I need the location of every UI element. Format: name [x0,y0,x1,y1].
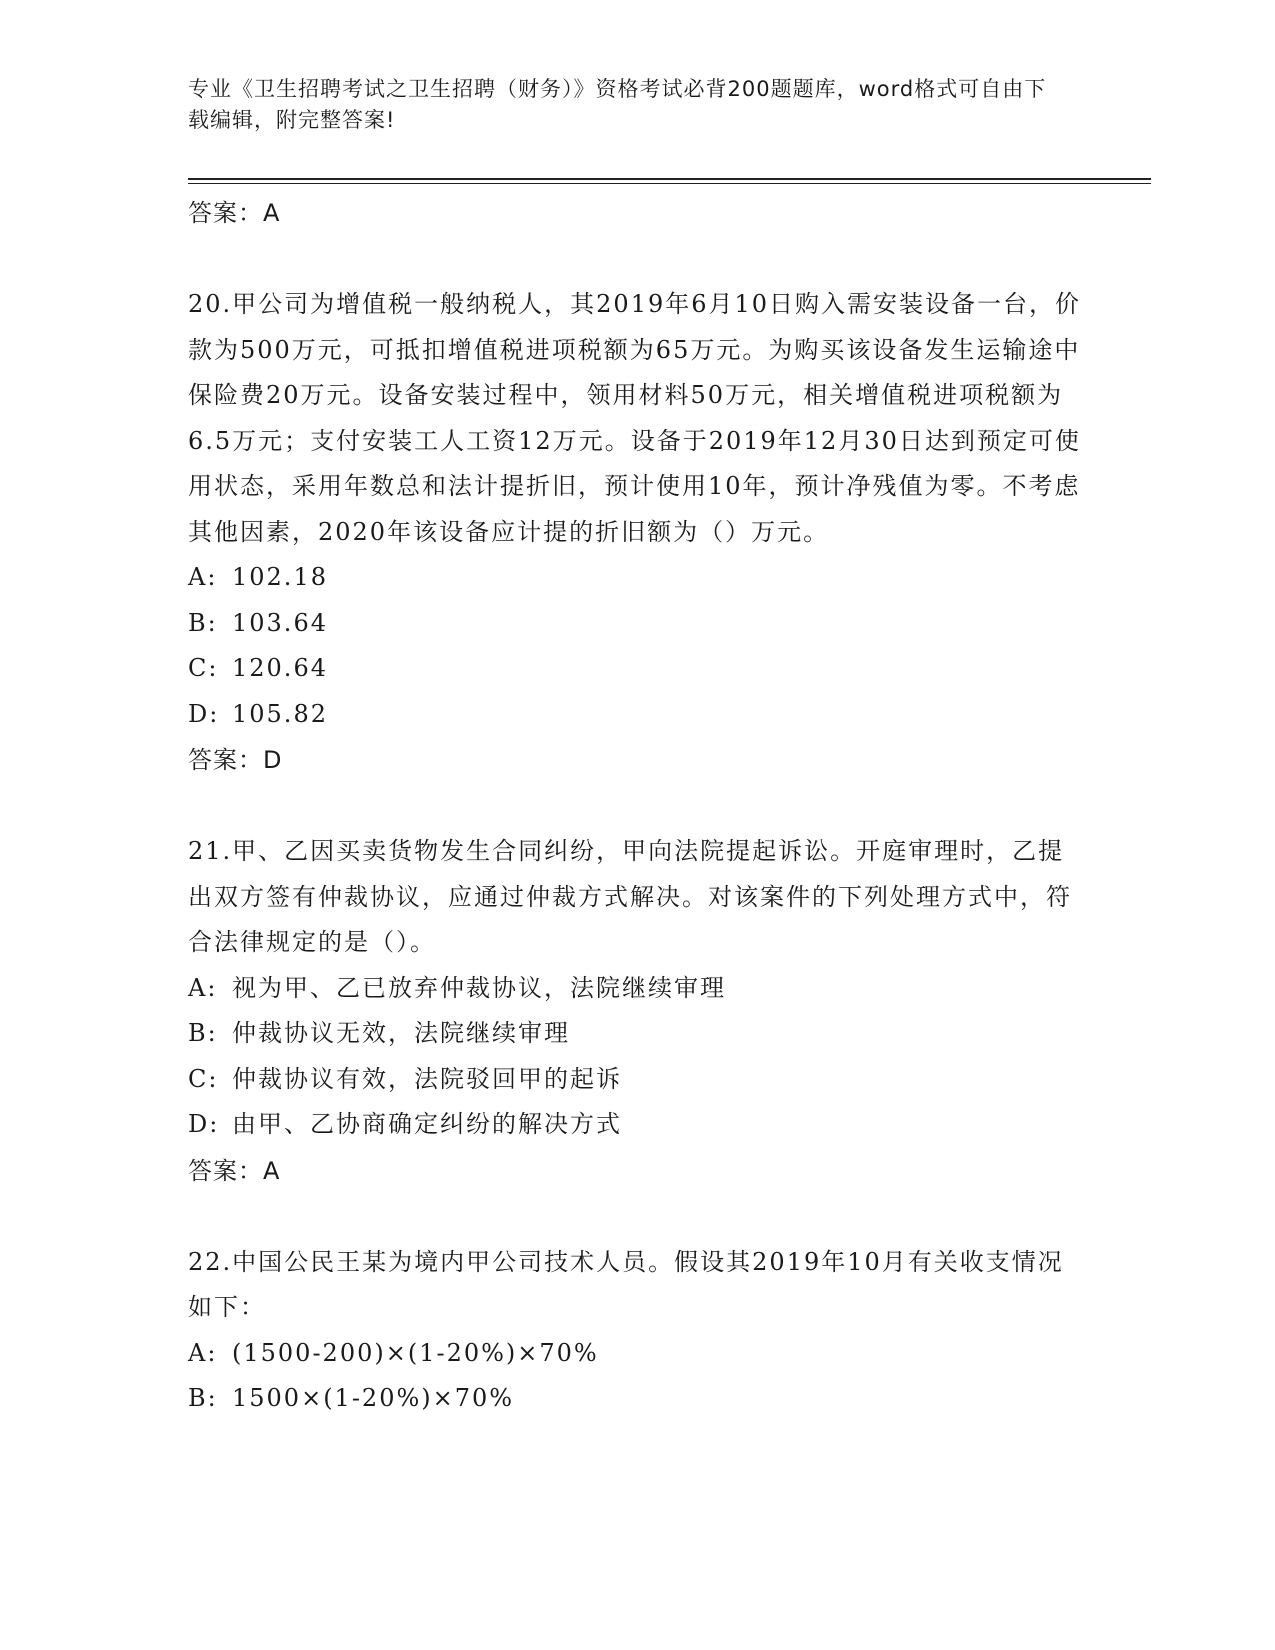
option-text: 视为甲、乙已放弃仲裁协议，法院继续审理 [232,973,726,1002]
question-answer: 答案：D [188,746,283,774]
option-text: 由甲、乙协商确定纠纷的解决方式 [232,1110,622,1138]
option-label: D: [188,1110,220,1138]
previous-answer: 答案：A [188,199,281,227]
option-text: (1500-200)×(1-20%)×70% [232,1338,599,1367]
option-b [188,601,1088,647]
question-text: 22.中国公民王某为境内甲公司技术人员。假设其2019年10月有关收支情况如下： [188,1247,1064,1321]
option-a [188,966,1088,1012]
option-a [188,555,1088,601]
option-label: B: [188,608,218,637]
option-text: 102.18 [232,563,328,591]
document-body [188,190,1088,1422]
option-label: C: [188,654,219,682]
header-rule-thick [188,178,1151,180]
option-a [188,1331,1088,1377]
question-answer: 答案：A [188,1156,281,1185]
option-label: B: [188,1019,218,1047]
option-label: A: [188,1338,218,1367]
header-rule-thin [188,183,1151,184]
document-header: 专业《卫生招聘考试之卫生招聘（财务）》资格考试必背200题题库，word格式可自由下载编辑，附完整答案! [188,77,1047,132]
question-21 [188,829,1088,1194]
option-b [188,1376,1088,1422]
option-label: A: [188,973,218,1002]
option-text: 103.64 [232,608,328,637]
option-label: B: [188,1384,218,1412]
option-text: 120.64 [232,654,328,682]
question-text: 20.甲公司为增值税一般纳税人，其2019年6月10日购入需安装设备一台，价款为500万元，可抵扣增值税进项税额为65万元。为购买该设备发生运输途中保险费20万元。设备安装过程中，领用材料50万元，相关增值税进项税额为6.5万元；支付安装工人工资12万元。设备于2019年12月30日达到预定可使用状态，采用年数总和法计提折旧，预计使用10年，预计净残值为零。不考虑其他因素，2020年该设备应计提的折旧额为（）万元。 [188,290,1082,546]
question-text: 21.甲、乙因买卖货物发生合同纠纷，甲向法院提起诉讼。开庭审理时，乙提出双方签有仲裁协议，应通过仲裁方式解决。对该案件的下列处理方式中，符合法律规定的是（）。 [188,837,1072,956]
option-label: C: [188,1064,219,1093]
option-d [188,1102,1088,1148]
question-22 [188,1240,1088,1422]
option-text: 105.82 [232,699,328,728]
option-label: A: [188,563,218,591]
question-20 [188,282,1088,783]
option-text: 仲裁协议无效，法院继续审理 [232,1019,570,1047]
option-label: D: [188,699,220,728]
option-c [188,1057,1088,1103]
option-text: 仲裁协议有效，法院驳回甲的起诉 [232,1064,622,1093]
option-d [188,692,1088,738]
option-c [188,646,1088,692]
option-text: 1500×(1-20%)×70% [232,1384,515,1412]
option-b [188,1011,1088,1057]
